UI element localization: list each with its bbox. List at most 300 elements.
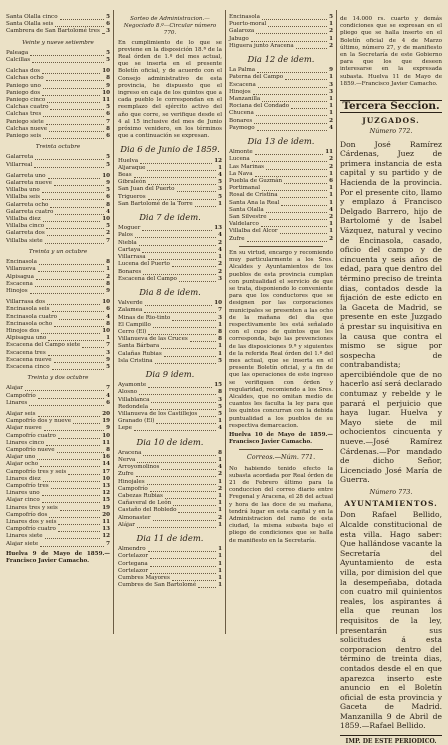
list-item [118, 179, 222, 186]
leader-dots [51, 483, 101, 489]
article-heading: Sorteo de Administracion.—Negociado 8.º—Circular número 770. [123, 16, 217, 37]
entry-name: Cortelazor [118, 553, 148, 560]
entry-value: 5 [218, 410, 222, 417]
list-item [6, 75, 110, 82]
date-heading: Dia 13 de idem. [247, 136, 315, 147]
entry-value: 3 [218, 186, 222, 193]
leader-dots [199, 411, 216, 417]
entry-value: 4 [106, 313, 110, 320]
entry-name: Santa Olalla seis [6, 21, 54, 28]
entry-value: 5 [106, 223, 110, 230]
entry-name: Galarreta dos [6, 230, 45, 237]
entry-value: 1 [329, 199, 333, 206]
list-item [118, 232, 222, 239]
entry-value: 1 [329, 103, 333, 110]
leader-dots [137, 522, 216, 528]
entry-name: Villablanca [118, 396, 150, 403]
entry-value: 8 [106, 125, 110, 132]
list-item [6, 433, 110, 440]
leader-dots [179, 276, 216, 282]
entry-value: 2 [329, 163, 333, 170]
entry-name: Villalba uno [6, 187, 40, 194]
list-item [6, 385, 110, 392]
entry-value: 1 [218, 500, 222, 507]
entry-list [6, 154, 110, 168]
entry-value: 2 [218, 239, 222, 246]
list-item [118, 404, 222, 411]
leader-dots [148, 254, 217, 260]
leader-dots [40, 541, 104, 547]
entry-name: Cortelazor [118, 567, 148, 574]
entry-value: 1 [218, 575, 222, 582]
list-item [6, 357, 110, 364]
date-heading: Dia 8 de idem. [139, 286, 201, 297]
entry-value: 2 [218, 268, 222, 275]
entry-name: Escacena tres [6, 349, 46, 356]
leader-dots [257, 67, 327, 73]
entry-name: Valdelarco [229, 221, 259, 228]
entry-name: San Bartolomé de la Torre [118, 200, 193, 207]
leader-dots [143, 269, 216, 275]
entry-name: Chucena [229, 110, 254, 117]
entry-name: Galarreta [6, 154, 34, 161]
list-item [6, 418, 110, 425]
article-paragraph: de 14.000 rs. cuarto y demás condiciones que se expresan en el pliego que se halla inserto en el Boletín oficial de 4 de Marzo último, número 27, y de manifiesto en la Secretaría de este Gobierno para que los que deseen interesarse en la expresada subasta. Huelva 11 de Mayo de 1859.—Francisco Javier Camacho. [340, 16, 442, 87]
section-heading: Veinte y nueve setiembre [22, 39, 94, 46]
leader-dots [58, 526, 100, 532]
entry-value: 1 [218, 456, 222, 463]
entry-name: Las Marinas [229, 163, 265, 170]
entry-value: 5 [106, 104, 110, 111]
list-item [6, 469, 110, 476]
list-item [6, 425, 110, 432]
leader-dots [30, 288, 104, 294]
entry-name: Puebla de Guzmán [229, 178, 283, 185]
entry-name: Valverde [118, 300, 143, 307]
list-item [229, 221, 333, 228]
leader-dots [45, 533, 101, 539]
entry-value: 2 [218, 485, 222, 492]
entry-list [229, 14, 333, 50]
leader-dots [164, 351, 216, 357]
list-item [229, 28, 333, 35]
entry-value: 8 [218, 336, 222, 343]
list-item [6, 281, 110, 288]
entry-name: San Juan del Puerto [118, 186, 175, 193]
leader-dots [134, 425, 216, 431]
entry-name: Linares siete [6, 533, 43, 540]
list-item [6, 393, 110, 400]
entry-name: Paniego uno [6, 82, 41, 89]
column-4 [340, 14, 442, 745]
entry-value: 2 [106, 230, 110, 237]
entry-name: Cañaveral de León [118, 500, 172, 507]
entry-value: 10 [102, 68, 110, 75]
entry-name: Beas [118, 172, 132, 179]
entry-name: Paniego cinco [6, 97, 46, 104]
list-item [229, 178, 333, 185]
list-item [6, 400, 110, 407]
list-item [118, 425, 222, 432]
leader-dots [269, 214, 328, 220]
entry-name: Puerto-moral [229, 21, 267, 28]
entry-value: 3 [218, 275, 222, 282]
entry-name: Campofrío tres [6, 482, 49, 489]
list-item [118, 322, 222, 329]
entry-value: 4 [218, 246, 222, 253]
entry-value: 2 [218, 471, 222, 478]
list-item [6, 223, 110, 230]
leader-dots [46, 440, 100, 446]
entry-name: Galarreta ocho [6, 201, 49, 208]
date-heading: Dia 6 de Junio de 1859. [120, 144, 220, 155]
entry-value: 11 [102, 439, 110, 446]
entry-value: 12 [102, 533, 110, 540]
entry-value: 4 [218, 425, 222, 432]
entry-value: 17 [102, 468, 110, 475]
list-item [229, 149, 333, 156]
leader-dots [254, 118, 327, 124]
list-item [6, 483, 110, 490]
entry-name: La Nava [229, 170, 253, 177]
leader-dots [142, 247, 216, 253]
leader-dots [43, 111, 104, 117]
entry-name: Villanueva de las Cruces [118, 336, 188, 343]
leader-dots [280, 192, 327, 198]
entry-name: Escacena del Campo siete [6, 342, 81, 349]
list-item [118, 358, 222, 365]
leader-dots [44, 425, 104, 431]
entry-name: Santa Bárbara [118, 343, 160, 350]
list-item [6, 90, 110, 97]
entry-name: Cortegana [118, 560, 148, 567]
list-item [118, 450, 222, 457]
leader-dots [58, 433, 100, 439]
list-item [6, 328, 110, 335]
list-item [6, 299, 110, 306]
leader-dots [43, 133, 104, 139]
entry-name: Encinasola ocho [6, 320, 53, 327]
entry-name: Aracena [118, 449, 142, 456]
leader-dots [172, 575, 216, 581]
entry-value: 9 [329, 67, 333, 74]
leader-dots [46, 75, 104, 81]
column-divider [336, 10, 337, 634]
entry-name: Isla Cristina [118, 357, 153, 364]
entry-value: 9 [106, 82, 110, 89]
entry-value: 10 [102, 172, 110, 179]
list-item [118, 240, 222, 247]
entry-name: Bonares [229, 117, 253, 124]
entry-value: 8 [106, 280, 110, 287]
leader-dots [150, 404, 216, 410]
entry-name: Linares dos y seis [6, 519, 57, 525]
entry-name: Villarrasa dos [6, 299, 46, 306]
entry-name: Zufre [229, 235, 245, 242]
list-item [118, 269, 222, 276]
list-item [6, 154, 110, 161]
leader-dots [43, 216, 100, 222]
leader-dots [59, 314, 104, 320]
list-item [118, 158, 222, 165]
entry-value: 1 [218, 521, 222, 528]
entry-value: 10 [102, 327, 110, 334]
leader-dots [42, 497, 100, 503]
leader-dots [266, 207, 327, 213]
leader-dots [261, 221, 327, 227]
leader-dots [251, 36, 327, 42]
date-heading: Dia 12 de idem. [247, 54, 315, 65]
entry-list [6, 68, 110, 140]
leader-dots [35, 281, 104, 287]
entry-value: 8 [106, 320, 110, 327]
entry-name: Calchas tres [6, 111, 42, 118]
entry-name: San Silvestre [229, 214, 267, 221]
list-item [6, 97, 110, 104]
entry-value: 7 [106, 342, 110, 349]
list-item [118, 276, 222, 283]
entry-value: 10 [214, 300, 222, 307]
list-item [118, 546, 222, 553]
leader-dots [48, 350, 104, 356]
column-divider [113, 10, 114, 634]
list-item [118, 225, 222, 232]
list-item [6, 490, 110, 497]
list-item [6, 68, 110, 75]
entry-value: 1 [218, 478, 222, 485]
entry-name: Linares [6, 399, 28, 406]
entry-name: Trigueros [118, 193, 146, 200]
leader-dots [252, 156, 327, 162]
entry-value: 1 [329, 221, 333, 228]
list-item [118, 165, 222, 172]
entry-value: 13 [214, 225, 222, 232]
subsection-title: AYUNTAMIENTOS. [344, 499, 438, 509]
entry-value: 6 [106, 306, 110, 313]
entry-name: Arroyomolinos [118, 464, 160, 471]
entry-value: 8 [218, 449, 222, 456]
article-paragraph: No habiendo tenido efecto la subasta acordada por Real órden de 21 de Febrero último para la conduccion del correo diario entre Fregenal y Aracena, el 28 del actual y hora de las doce de su mañana, tendrá lugar en esta capital y en la Administracion del ramo de esta ciudad, la misma subasta bajo el pliego de condiciones que se halla de manifiesto en la Secretaría. [229, 465, 333, 544]
entry-value: 3 [218, 396, 222, 403]
list-item [118, 254, 222, 261]
entry-value: 1 [218, 418, 222, 425]
entry-value: 1 [218, 553, 222, 560]
entry-name: Villalba cinco [6, 223, 45, 230]
entry-value: 5 [218, 179, 222, 186]
entry-name: Lucena [229, 156, 250, 163]
entry-value: 1 [106, 335, 110, 342]
list-item [229, 171, 333, 178]
list-item [6, 230, 110, 237]
leader-dots [144, 307, 216, 313]
list-item [6, 202, 110, 209]
list-item [229, 82, 333, 89]
list-item [6, 306, 110, 313]
list-item [229, 67, 333, 74]
list-item [229, 43, 333, 50]
leader-dots [47, 299, 100, 305]
leader-dots [281, 200, 327, 206]
edict-text: Don Rafael Bellido, Alcalde constitucional de esta villa. Hago saber: Que hallándose vacante la Secretaría del Ayuntamiento de esta villa, por dimision del que la desempeñaba, dotada con cuatro mil quinientos reales, los aspirantes á ella que reunan los requisitos de la ley, presentarán sus solicitudes á esta corporacion dentro del término de treinta dias, contados desde el en que aparezca inserto este anuncio en el Boletín oficial de esta provincia y Gaceta de Madrid. Manzanilla 9 de Abril de 1859.—Rafael Bellido. [340, 510, 442, 731]
leader-dots [262, 185, 327, 191]
entry-value: 1 [218, 546, 222, 553]
entry-name: Ayamonte [118, 382, 147, 389]
list-item [229, 164, 333, 171]
entry-name: Cambrera de San Bartolomé tres [6, 28, 100, 35]
entry-value: 8 [218, 389, 222, 396]
entry-name: Galaroza [229, 28, 255, 35]
column-2 [118, 14, 222, 632]
entry-value: 8 [106, 259, 110, 266]
leader-dots [60, 14, 105, 20]
list-item [6, 209, 110, 216]
list-item [6, 447, 110, 454]
list-item [229, 103, 333, 110]
entry-name: Campofrío cuatro [6, 432, 56, 439]
entry-name: Portimanal [229, 185, 260, 192]
list-item [6, 133, 110, 140]
entry-value: 13 [102, 482, 110, 489]
entry-name: Santa Olalla cinco [6, 14, 58, 20]
entry-name: Palos [118, 232, 133, 239]
entry-value: 7 [218, 307, 222, 314]
entry-name: Almonaster [118, 514, 151, 521]
list-item [118, 464, 222, 471]
entry-name: Calchas dos [6, 68, 40, 75]
entry-name: Paterna del Campo [229, 74, 284, 81]
leader-dots [42, 187, 104, 193]
leader-dots [134, 172, 216, 178]
list-item [6, 187, 110, 194]
entry-name: Huelva [118, 157, 139, 164]
list-item [6, 476, 110, 483]
entry-value: 5 [106, 57, 110, 64]
list-item [229, 207, 333, 214]
leader-dots [42, 490, 101, 496]
leader-dots [165, 493, 216, 499]
entry-name: Alosno [118, 389, 138, 396]
entry-value: 2 [329, 156, 333, 163]
entry-name: Alajar [6, 385, 23, 392]
list-item [6, 454, 110, 461]
entry-value: 1 [329, 228, 333, 235]
notice-number: Número 773. [369, 488, 413, 497]
list-item [6, 111, 110, 118]
entry-name: Linares uno [6, 490, 40, 497]
leader-dots [284, 178, 327, 184]
list-item [6, 83, 110, 90]
leader-dots [55, 209, 104, 215]
list-item [6, 173, 110, 180]
leader-dots [247, 236, 328, 242]
entry-name: Rociana del Condado [229, 103, 290, 110]
entry-value: 19 [102, 418, 110, 425]
entry-list [118, 225, 222, 283]
leader-dots [198, 582, 216, 588]
leader-dots [37, 454, 100, 460]
list-item [6, 526, 110, 533]
list-item [6, 505, 110, 512]
entry-name: Campofrío dos y nueve [6, 418, 72, 425]
entry-value: 6 [329, 178, 333, 185]
list-item [6, 314, 110, 321]
list-item [118, 471, 222, 478]
leader-dots [52, 306, 105, 312]
leader-dots [45, 238, 104, 244]
list-item [6, 440, 110, 447]
entry-name: Alpisagua uno [6, 335, 47, 342]
leader-dots [30, 50, 104, 56]
entry-value: 1 [329, 192, 333, 199]
leader-dots [190, 336, 216, 342]
entry-name: Lepe [118, 425, 132, 432]
entry-value: 8 [106, 75, 110, 82]
leader-dots [150, 561, 216, 567]
entry-name: Villanueva [6, 266, 36, 273]
signature: Huelva 9 de Mayo de 1859.—Francisco Javier Camacho. [6, 550, 110, 565]
list-item [118, 568, 222, 575]
section-heading: Treinta octubre [35, 144, 81, 151]
leader-dots [54, 321, 104, 327]
subsection-title: JUZGADOS. [362, 116, 420, 126]
leader-dots [38, 393, 104, 399]
leader-dots [155, 358, 217, 364]
leader-dots [195, 201, 216, 207]
section-heading: Treinta y un octubre [28, 248, 88, 255]
leader-dots [46, 119, 104, 125]
list-item [118, 247, 222, 254]
list-item [229, 110, 333, 117]
leader-dots [73, 418, 100, 424]
leader-dots [38, 411, 101, 417]
list-item [229, 36, 333, 43]
date-heading: Dia 10 de idem. [136, 436, 204, 447]
leader-dots [285, 74, 327, 80]
list-item [6, 497, 110, 504]
entry-name: Escacena del Campo [118, 275, 177, 282]
list-item [229, 156, 333, 163]
entry-value: 15 [102, 497, 110, 504]
list-item [118, 194, 222, 201]
entry-name: Aljaraque [118, 164, 146, 171]
entry-value: 10 [102, 432, 110, 439]
leader-dots [147, 165, 216, 171]
entry-list [6, 173, 110, 245]
entry-name: Calcillas [6, 57, 31, 64]
leader-dots [255, 149, 324, 155]
list-item [6, 14, 110, 21]
leader-dots [150, 568, 216, 574]
entry-name: Alajar siete [6, 540, 39, 547]
entry-value: 6 [106, 133, 110, 140]
entry-name: Villalba seis [6, 194, 40, 201]
list-item [6, 57, 110, 64]
leader-dots [140, 158, 212, 164]
leader-dots [55, 21, 104, 27]
list-item [6, 119, 110, 126]
leader-dots [258, 82, 327, 88]
leader-dots [43, 83, 104, 89]
list-item [6, 364, 110, 371]
entry-value: 1 [106, 266, 110, 273]
divider [239, 449, 323, 450]
entry-name: Paymogo [229, 124, 255, 131]
list-item [118, 201, 222, 208]
entry-list [229, 149, 333, 243]
imprint: IMP. DE ESTE PERIODICO. [340, 735, 442, 745]
entry-name: Galarreta cuatro [6, 208, 54, 215]
leader-dots [50, 104, 104, 110]
